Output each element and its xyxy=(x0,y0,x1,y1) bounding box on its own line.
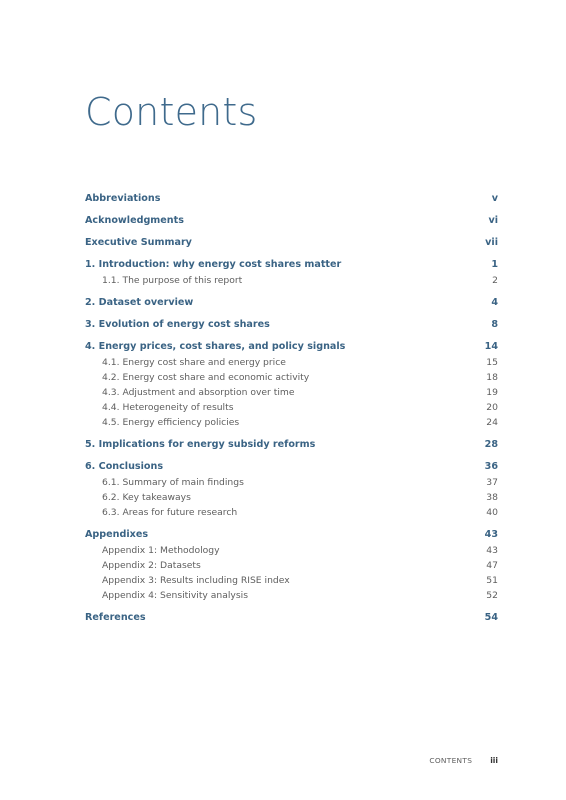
toc-subentry-page: 38 xyxy=(486,492,498,503)
toc-subentry-page: 52 xyxy=(486,590,498,601)
toc-entry[interactable] xyxy=(85,528,498,542)
toc-subentry-page: 20 xyxy=(486,402,498,413)
toc-entry[interactable] xyxy=(85,236,498,250)
toc-subentry[interactable] xyxy=(85,386,498,399)
toc-subentry-label: Appendix 3: Results including RISE index xyxy=(102,575,290,586)
footer-section-label: CONTENTS xyxy=(429,756,473,765)
toc-entry[interactable] xyxy=(85,611,498,625)
toc-subentry-page: 24 xyxy=(486,417,498,428)
toc-entry-label: 6. Conclusions xyxy=(85,461,164,472)
toc-subentry-label: Appendix 4: Sensitivity analysis xyxy=(102,590,248,601)
footer-page-number: iii xyxy=(490,756,498,765)
toc-entry-page: v xyxy=(491,193,498,204)
toc-subentry-label: 6.2. Key takeaways xyxy=(102,492,191,503)
toc-entry[interactable] xyxy=(85,438,498,452)
toc-subentry-label: 4.2. Energy cost share and economic activity xyxy=(102,372,310,383)
toc-subentry-label: 6.3. Areas for future research xyxy=(102,507,238,518)
toc-entry-page: 43 xyxy=(484,529,498,540)
table-of-contents xyxy=(85,0,498,800)
toc-entry[interactable] xyxy=(85,340,498,354)
toc-subentry[interactable] xyxy=(85,544,498,557)
toc-subentry[interactable] xyxy=(85,401,498,414)
toc-entry-label: 5. Implications for energy subsidy reforms xyxy=(85,439,316,450)
toc-entry[interactable] xyxy=(85,460,498,474)
toc-subentry-page: 51 xyxy=(486,575,498,586)
toc-subentry[interactable] xyxy=(85,371,498,384)
page-footer xyxy=(429,756,498,765)
toc-subentry-page: 40 xyxy=(486,507,498,518)
toc-entry-label: 2. Dataset overview xyxy=(85,297,194,308)
toc-entry-label: References xyxy=(85,612,146,623)
toc-entry-page: 8 xyxy=(491,319,498,330)
toc-subentry-page: 37 xyxy=(486,477,498,488)
toc-entry-page: 36 xyxy=(484,461,498,472)
toc-entry-label: 4. Energy prices, cost shares, and policy signals xyxy=(85,341,346,352)
toc-entry-label: Appendixes xyxy=(85,529,149,540)
toc-subentry-label: 4.1. Energy cost share and energy price xyxy=(102,357,286,368)
toc-subentry-label: 4.5. Energy efficiency policies xyxy=(102,417,240,428)
toc-entry-page: 1 xyxy=(491,259,498,270)
toc-subentry[interactable] xyxy=(85,491,498,504)
toc-subentry-label: 4.3. Adjustment and absorption over time xyxy=(102,387,295,398)
toc-subentry-label: 4.4. Heterogeneity of results xyxy=(102,402,234,413)
toc-subentry[interactable] xyxy=(85,589,498,602)
toc-subentry-page: 19 xyxy=(486,387,498,398)
toc-subentry[interactable] xyxy=(85,416,498,429)
toc-subentry-page: 43 xyxy=(486,545,498,556)
toc-subentry-page: 18 xyxy=(486,372,498,383)
toc-subentry-label: Appendix 2: Datasets xyxy=(102,560,201,571)
toc-subentry-label: 1.1. The purpose of this report xyxy=(102,275,243,286)
toc-entry-page: 4 xyxy=(491,297,498,308)
toc-subentry-label: Appendix 1: Methodology xyxy=(102,545,220,556)
toc-entry-label: Abbreviations xyxy=(85,193,161,204)
toc-subentry[interactable] xyxy=(85,476,498,489)
page-title: Contents xyxy=(85,90,258,134)
toc-entry[interactable] xyxy=(85,296,498,310)
toc-entry[interactable] xyxy=(85,214,498,228)
toc-entry[interactable] xyxy=(85,192,498,206)
toc-subentry[interactable] xyxy=(85,274,498,287)
toc-entry-page: 54 xyxy=(484,612,498,623)
toc-subentry-page: 15 xyxy=(486,357,498,368)
toc-entry-label: Executive Summary xyxy=(85,237,192,248)
toc-entry-page: 14 xyxy=(484,341,498,352)
toc-subentry[interactable] xyxy=(85,574,498,587)
toc-subentry-page: 2 xyxy=(492,275,498,286)
toc-entry[interactable] xyxy=(85,318,498,332)
toc-entry-page: 28 xyxy=(484,439,498,450)
toc-entry-page: vi xyxy=(488,215,498,226)
toc-subentry[interactable] xyxy=(85,356,498,369)
toc-subentry[interactable] xyxy=(85,559,498,572)
toc-entry-label: Acknowledgments xyxy=(85,215,184,226)
toc-entry[interactable] xyxy=(85,258,498,272)
toc-subentry-label: 6.1. Summary of main findings xyxy=(102,477,244,488)
toc-subentry[interactable] xyxy=(85,506,498,519)
toc-entry-label: 3. Evolution of energy cost shares xyxy=(85,319,270,330)
toc-subentry-page: 47 xyxy=(486,560,498,571)
toc-entry-label: 1. Introduction: why energy cost shares matter xyxy=(85,259,342,270)
toc-entry-page: vii xyxy=(485,237,498,248)
